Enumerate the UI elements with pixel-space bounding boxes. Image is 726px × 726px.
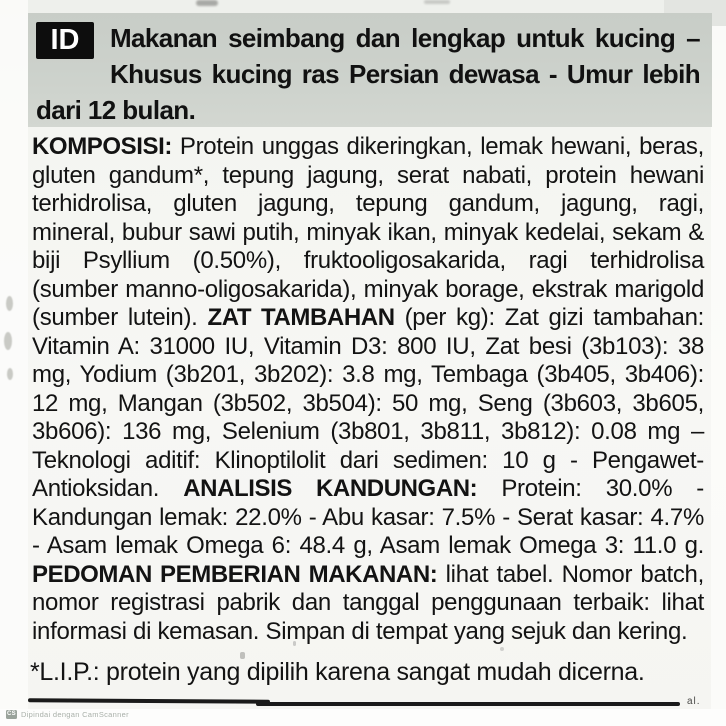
label-body-paragraph (32, 133, 704, 646)
scan-smudge (424, 0, 450, 4)
komposisi-text: Protein unggas dikeringkan, lemak hewani, beras, gluten gandum*, tepung jagung, serat nabati, protein hewani terhidrolisa, gluten jagung, tepung gandum, jagung, ragi, mineral, bubur sawi putih, minyak ikan, minyak kedelai, sekam & biji Psyllium (0.50%), fruktooligosakarida, ragi terhidrolisa (sumber manno-oligosakarida), minyak borage, ekstrak marigold (sumber lutein). (32, 133, 704, 331)
section-analisis-heading: ANALISIS KANDUNGAN: (183, 475, 478, 502)
bottom-rule-right (256, 702, 680, 706)
footnote-lip: *L.I.P.: protein yang dipilih karena sangat mudah dicerna. (30, 658, 645, 686)
header-title: Makanan seimbang dan lengkap untuk kucing – Khusus kucing ras Persian dewasa - Umur lebih dari 12 bulan. (36, 23, 700, 125)
scan-artifact-text: al. (687, 696, 701, 707)
section-komposisi-heading: KOMPOSISI: (32, 133, 173, 160)
watermark-text: Dipindai dengan CamScanner (21, 710, 129, 719)
scan-margin-right (711, 0, 726, 726)
header-band (28, 13, 712, 127)
zat-tambahan-text: (per kg): Zat gizi tambahan: Vitamin A: 31000 IU, Vitamin D3: 800 IU, Zat besi (3b103): 38 mg, Yodium (3b201, 3b202): 3.8 mg, Tembaga (3b405, 3b406): 12 mg, Mangan (3b502, 3b504): 50 mg, Seng (3b603, 3b605, 3b606): 136 mg, Selenium (3b801, 3b811, 3b812): 0.08 mg – Teknologi aditif: Klinoptilolit dari sedimen: 10 g - Pengawet-Antioksidan. (32, 304, 704, 502)
section-zat-tambahan-heading: ZAT TAMBAHAN (207, 304, 395, 331)
scan-mark (4, 332, 12, 350)
scan-margin-left (0, 0, 28, 726)
camscanner-icon: CS (7, 711, 16, 717)
scan-mark (6, 296, 13, 311)
language-badge: ID (36, 22, 94, 59)
analisis-text: Protein: 30.0% - Kandungan lemak: 22.0% - Abu kasar: 7.5% - Serat kasar: 4.7% - Asam lemak Omega 6: 48.4 g, Asam lemak Omega 3: 11.0 g. (32, 475, 704, 559)
pedoman-text: lihat tabel. Nomor batch, nomor registrasi pabrik dan tanggal penggunaan terbaik: lihat informasi di kemasan. Simpan di tempat yang sejuk dan kering. (32, 560, 704, 645)
scan-smudge (196, 0, 218, 6)
camscanner-watermark (6, 710, 129, 719)
scan-mark (7, 368, 13, 380)
scan-speck (500, 647, 504, 651)
section-pedoman-heading: PEDOMAN PEMBERIAN MAKANAN: (32, 560, 438, 588)
